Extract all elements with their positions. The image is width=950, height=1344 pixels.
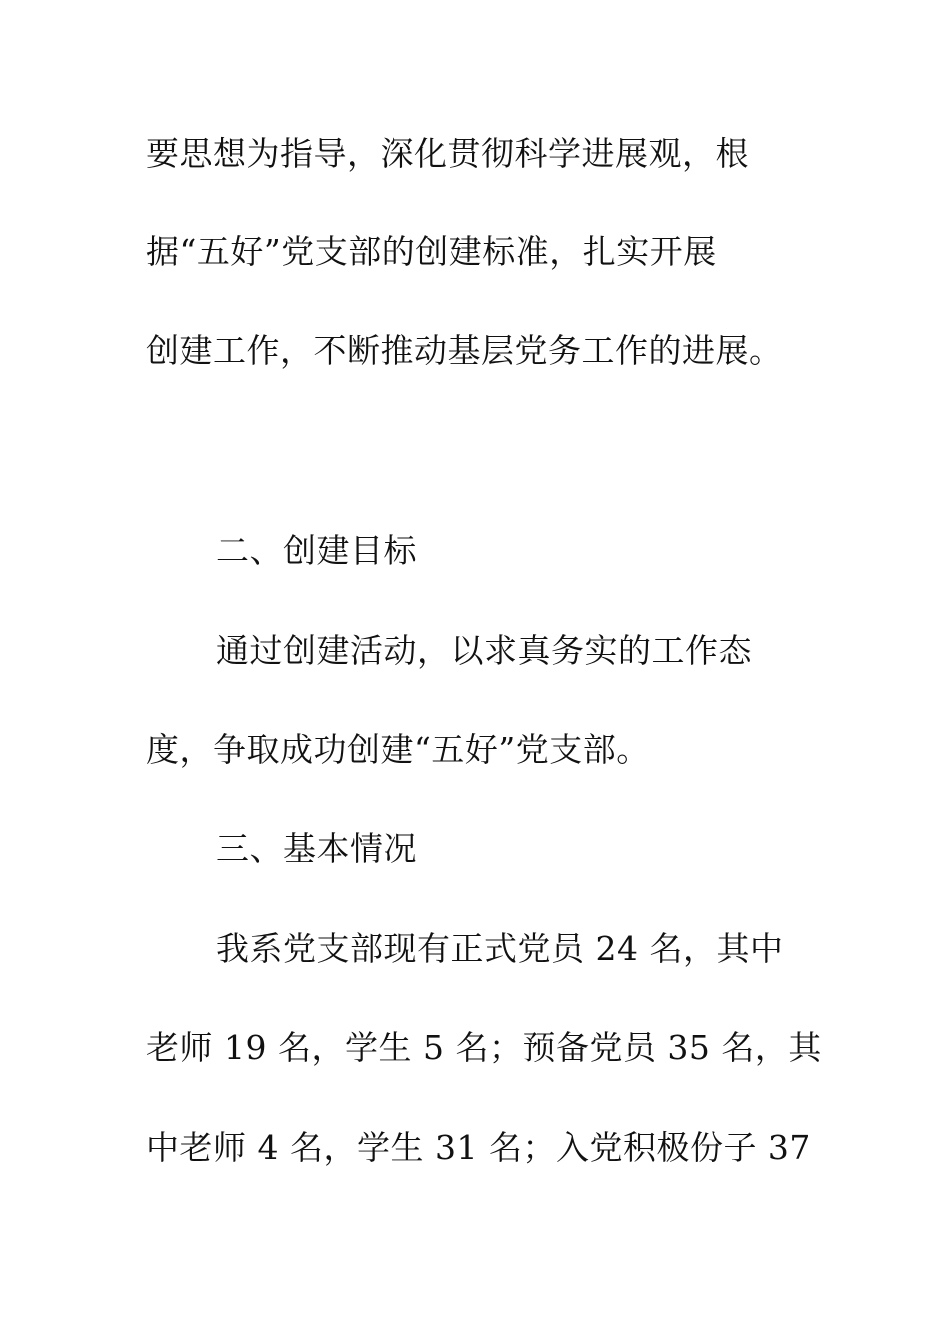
body-text-line: 通过创建活动，以求真务实的工作态 [216,631,752,670]
section-heading-goals: 二、创建目标 [216,531,417,570]
section-heading-situation: 三、基本情况 [216,829,417,868]
body-text-line: 要思想为指导，深化贯彻科学进展观，根 [146,134,749,173]
body-text-line: 中老师 4 名，学生 31 名；入党积极份子 37 [146,1128,811,1167]
body-text-line: 度，争取成功创建“五好”党支部。 [146,730,650,769]
body-text-line: 老师 19 名，学生 5 名；预备党员 35 名，其 [146,1028,822,1067]
body-text-line: 据“五好”党支部的创建标准，扎实开展 [146,232,717,271]
body-text-line: 创建工作，不断推动基层党务工作的进展。 [146,331,783,370]
body-text-line: 我系党支部现有正式党员 24 名，其中 [216,929,784,968]
